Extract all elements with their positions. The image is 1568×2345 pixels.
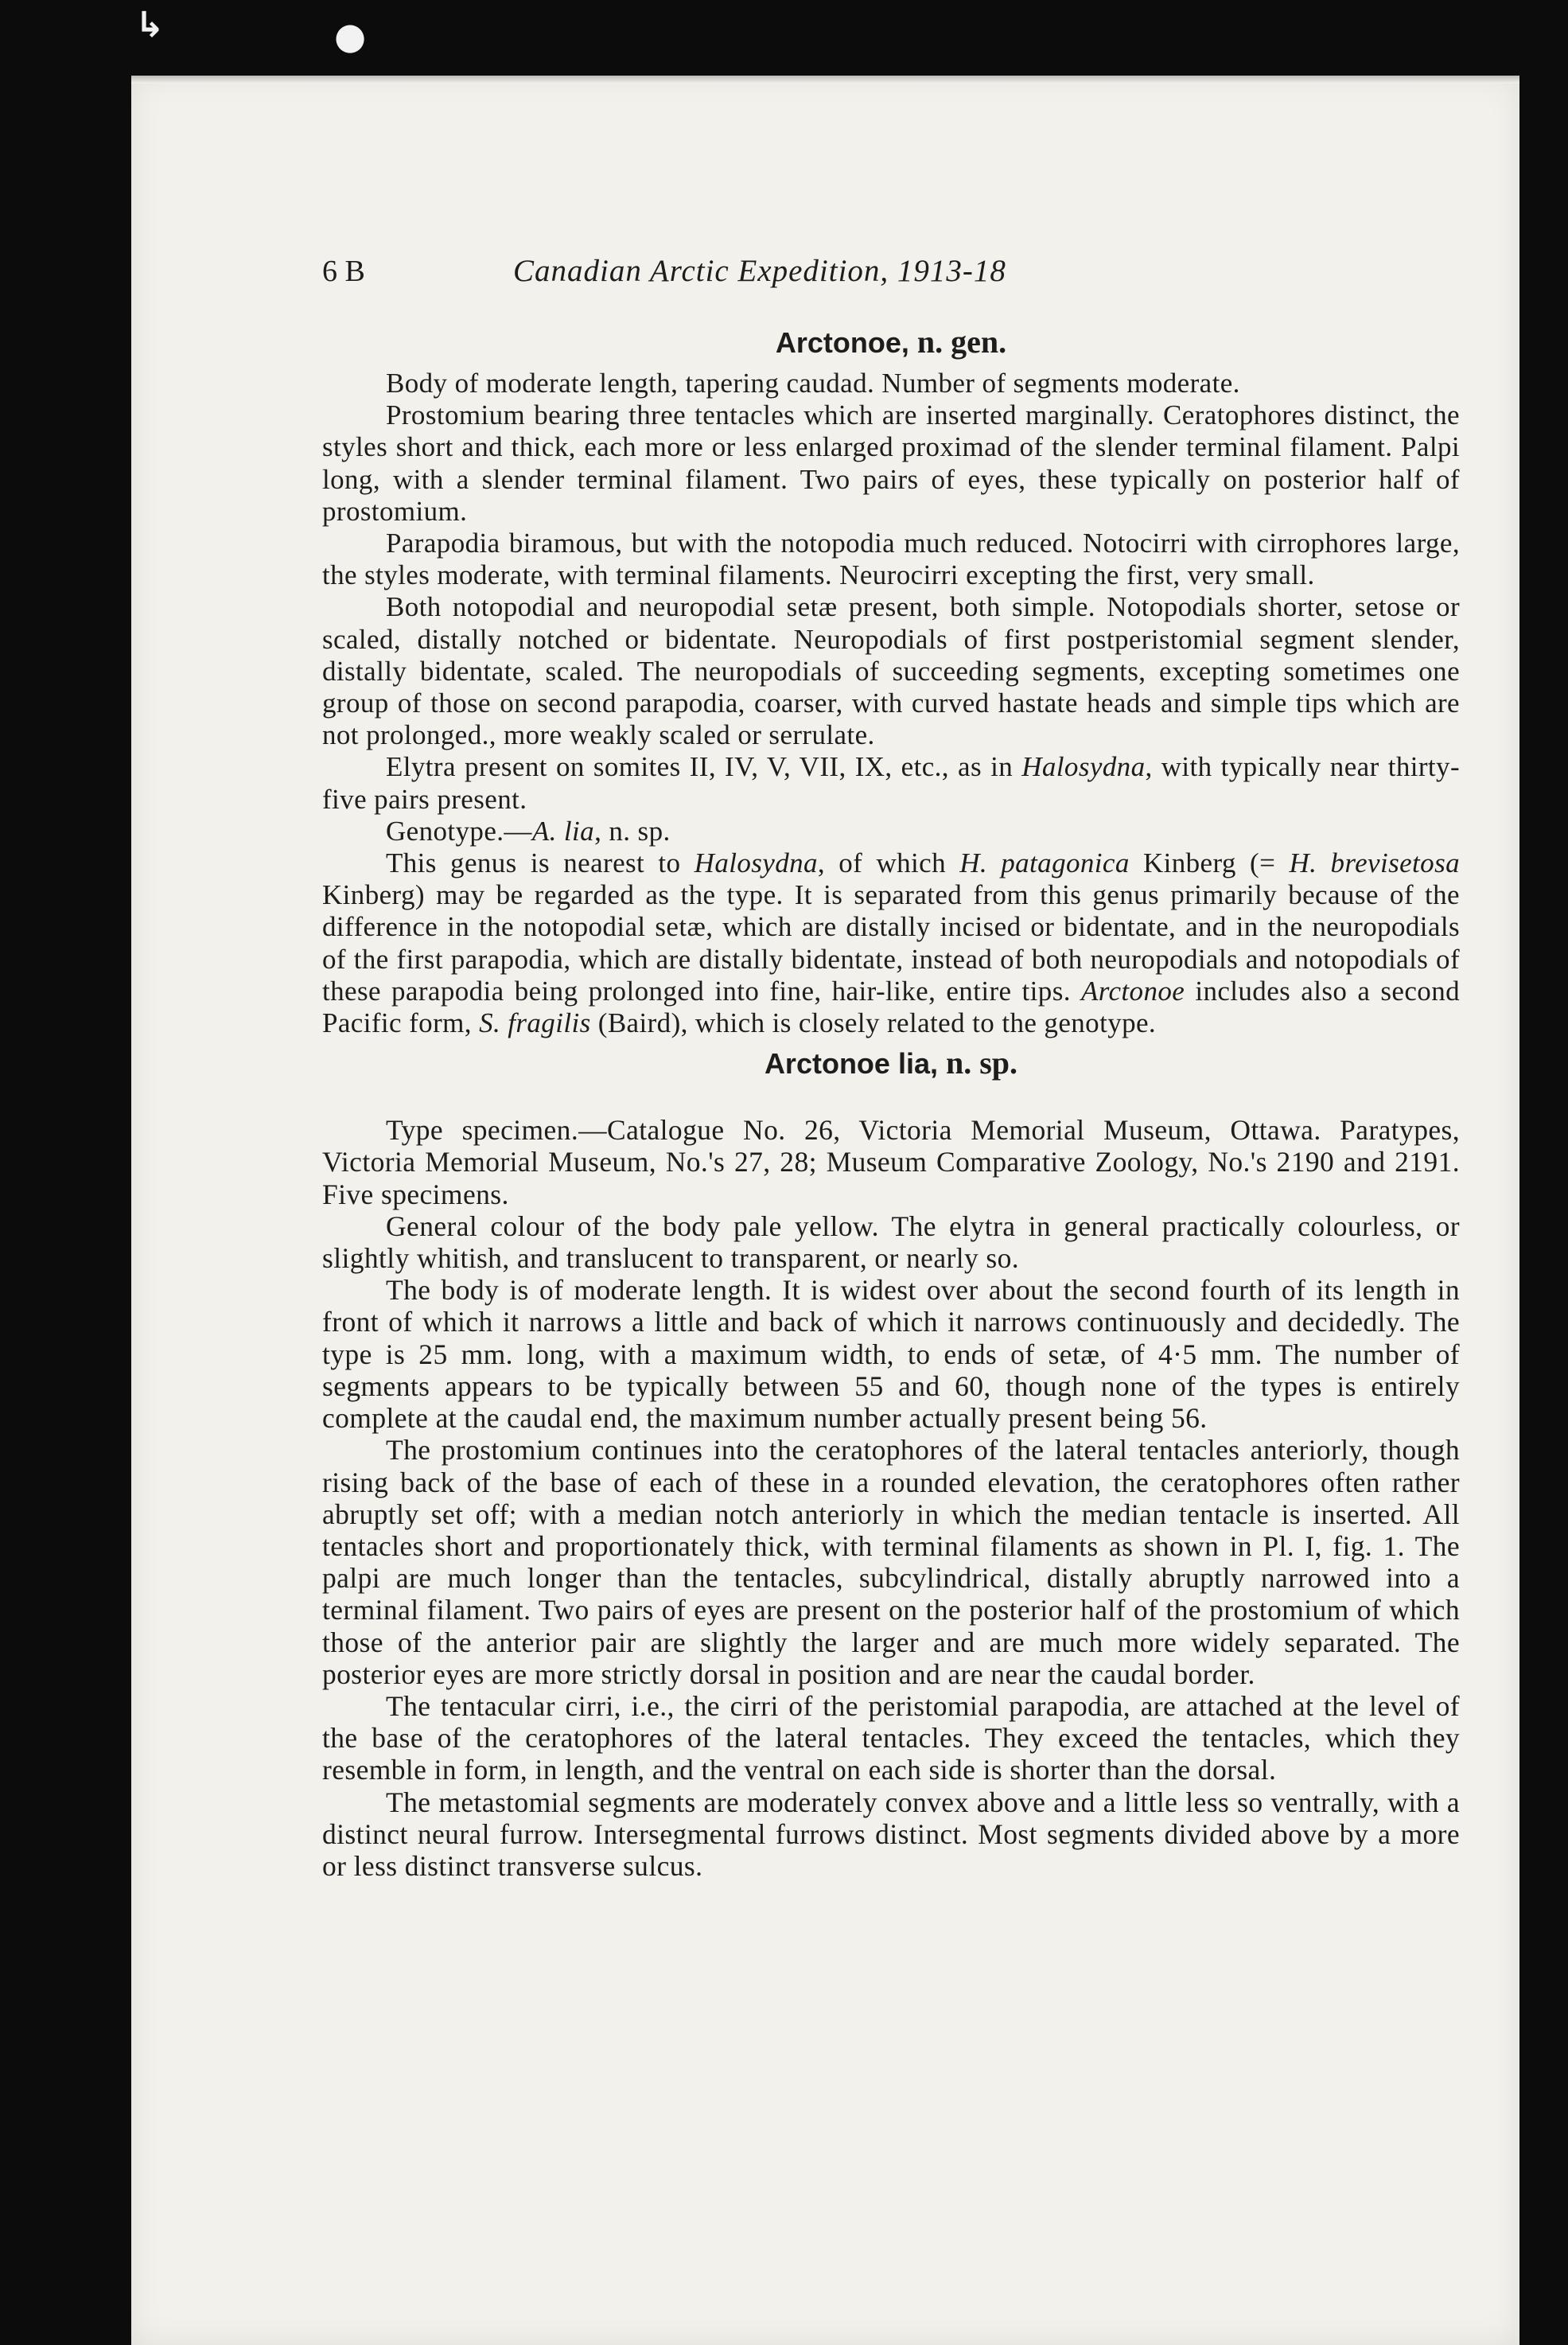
genotype-suffix: , n. sp.: [594, 815, 671, 847]
paragraph-body: Body of moderate length, tapering caudad. Number of segments moderate.: [386, 368, 1240, 399]
paragraph-genotype: [322, 816, 1460, 847]
comparison-taxon: Halosydna: [694, 847, 818, 879]
comparison-taxon: H. patagonica: [959, 847, 1130, 879]
paragraph-tentacular-cirri: The tentacular cirri, i.e., the cirri of the peristomial parapodia, are attached at the level of the base of the ceratophores of the lateral tentacles. They exceed the tentacles, which they resemble in form, in length, and the ventral on each side is shorter than the dorsal.: [322, 1689, 1460, 1786]
running-head: [322, 253, 1460, 296]
comparison-taxon: Arctonoe: [1081, 975, 1185, 1007]
elytra-text: Elytra present on somites II, IV, V, VII, IX, etc., as in: [386, 751, 1022, 783]
genus-heading-name: Arctonoe,: [775, 326, 909, 359]
paragraph-elytra: [322, 751, 1460, 815]
scan-mark-left: ↳: [135, 5, 165, 45]
running-title: Canadian Arctic Expedition, 1913-18: [513, 254, 1006, 288]
elytra-genus: Halosydna: [1021, 751, 1146, 783]
page-top-edge: [131, 76, 1519, 84]
genotype-name: A. lia: [531, 815, 595, 847]
genus-heading-suffix: n. gen.: [909, 324, 1007, 360]
comparison-text: Kinberg (=: [1129, 847, 1290, 879]
elytra-text-end: , with typically near thirty-five pairs present.: [322, 751, 1461, 815]
page-number: 6 B: [322, 255, 365, 288]
paragraph-prostomium-detail: The prostomium continues into the ceratophores of the lateral tentacles anteriorly, though rising back of the base of each of these in a rounded elevation, the ceratophores often rather abruptly set off; with a median notch anteriorly in which the median tentacle is inserted. All tentacles short and proportionately thick, with terminal filaments as shown in Pl. I, fig. 1. The palpi are much longer than the tentacles, subcylindrical, distally abruptly narrowed into a terminal filament. Two pairs of eyes are present on the posterior half of the prostomium of which those of the anterior pair are slightly the larger and are much more widely separated. The posterior eyes are more strictly dorsal in position and are near the caudal border.: [322, 1434, 1460, 1690]
comparison-text: Kinberg) may be regarded as the type. It is separated from this genus primarily because of the difference in the notopodial setæ, which are distally incised or bidentate, and in the neuropodials of the first parapodia, which are distally bidentate, instead of both neuropodials and notopodials of these parapodia being prolonged into fine, hair-like, entire tips.: [322, 879, 1460, 1007]
paragraph-metastomial: The metastomial segments are moderately convex above and a little less so ventrally, with a distinct neural furrow. Intersegmental furrows distinct. Most segments divided above by a more or less distinct transverse sulcus.: [322, 1786, 1460, 1882]
species-heading-suffix: n. sp.: [937, 1045, 1018, 1081]
species-heading: [322, 1044, 1460, 1082]
paragraph-setae: Both notopodial and neuropodial setæ present, both simple. Notopodials shorter, setose or scaled, distally notched or bidentate. Neuropodials of first postperistomial segment slender, distally bidentate, scaled. The neuropodials of succeeding segments, excepting sometimes one group of those on second parapodia, coarser, with curved hastate heads and simple tips which are not prolonged., more weakly scaled or serrulate.: [322, 591, 1460, 751]
paragraph-comparison: [322, 847, 1460, 1039]
comparison-text: , of which: [817, 847, 960, 879]
comparison-taxon: S. fragilis: [479, 1007, 591, 1039]
paragraph-prostomium: Prostomium bearing three tentacles which are inserted marginally. Ceratophores distinct, the styles short and thick, each more or less enlarged proximad of the slender terminal filament. Palpi long, with a slender terminal filament. Two pairs of eyes, these typically on posterior half of prostomium.: [322, 399, 1460, 527]
paragraph-colour: General colour of the body pale yellow. The elytra in general practically colourless, or slightly whitish, and translucent to transparent, or nearly so.: [322, 1210, 1460, 1275]
paragraph-parapodia: Parapodia biramous, but with the notopodia much reduced. Notocirri with cirrophores large, the styles moderate, with terminal filaments. Neurocirri excepting the first, very small.: [322, 528, 1460, 591]
comparison-text: (Baird), which is closely related to the genotype.: [590, 1007, 1157, 1039]
comparison-text: This genus is nearest to: [386, 847, 695, 879]
page-content: [322, 253, 1460, 1882]
paragraph-body-length: The body is of moderate length. It is widest over about the second fourth of its length in front of which it narrows a little and back of which it narrows continuously and decidedly. The type is 25 mm. long, with a maximum width, to ends of setæ, of 4·5 mm. The number of segments appears to be typically between 55 and 60, though none of the types is entirely complete at the caudal end, the maximum number actually present being 56.: [322, 1274, 1460, 1435]
paragraph-type-specimen: Type specimen.—Catalogue No. 26, Victoria Memorial Museum, Ottawa. Paratypes, Victoria Memorial Museum, No.'s 27, 28; Museum Comparative Zoology, No.'s 2190 and 2191. Five specimens.: [322, 1114, 1460, 1210]
genotype-label: Genotype.—: [386, 815, 532, 847]
species-heading-name: Arctonoe lia,: [764, 1047, 938, 1081]
comparison-text: includes also a second Pacific form,: [322, 975, 1460, 1039]
genus-heading: [322, 323, 1460, 361]
scan-mark-right: ●: [334, 14, 367, 57]
comparison-taxon: H. brevisetosa: [1289, 847, 1460, 879]
